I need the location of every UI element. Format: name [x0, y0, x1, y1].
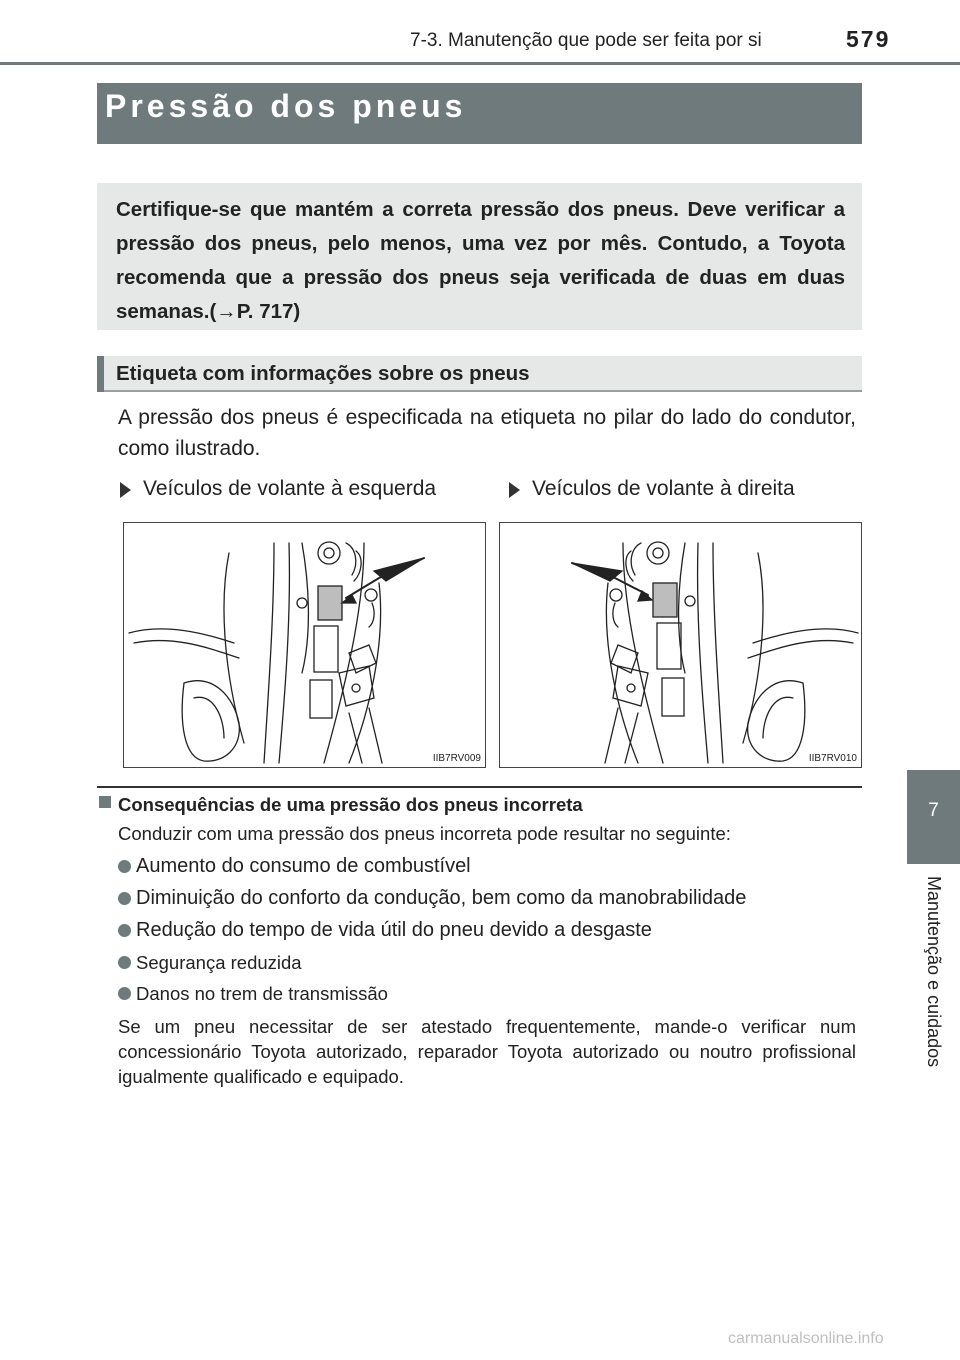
header-rule — [0, 62, 960, 65]
section-separator — [97, 786, 862, 788]
figure-lhd — [123, 522, 486, 768]
caption-arrow-icon — [120, 482, 131, 498]
figure-caption-left: Veículos de volante à esquerda — [143, 477, 437, 500]
figure-caption-right: Veículos de volante à direita — [532, 477, 795, 500]
chapter-number: 7 — [928, 800, 939, 821]
square-bullet-icon — [99, 796, 111, 808]
figure-rhd — [499, 522, 862, 768]
chapter-title: Manutenção e cuidados — [924, 876, 944, 1068]
page-number: 579 — [846, 26, 891, 52]
body-paragraph: A pressão dos pneus é especificada na etiqueta no pilar do lado do condutor, como ilustrado. — [118, 406, 856, 460]
subheading-accent — [97, 356, 104, 392]
list-item: Segurança reduzida — [136, 952, 302, 973]
subheading-text: Etiqueta com informações sobre os pneus — [116, 362, 530, 385]
figure-code-lhd: IIB7RV009 — [432, 753, 481, 764]
list-item: Aumento do consumo de combustível — [136, 855, 471, 877]
bullet-dot-icon — [118, 892, 131, 905]
bullet-dot-icon — [118, 987, 131, 1000]
bullet-dot-icon — [118, 924, 131, 937]
header-section-title: 7-3. Manutenção que pode ser feita por si — [410, 30, 762, 51]
consequences-intro: Conduzir com uma pressão dos pneus incorreta pode resultar no seguinte: — [118, 823, 731, 844]
consequences-heading: Consequências de uma pressão dos pneus incorreta — [118, 794, 583, 815]
list-item: Danos no trem de transmissão — [136, 983, 388, 1004]
bullet-dot-icon — [118, 956, 131, 969]
list-item: Redução do tempo de vida útil do pneu devido a desgaste — [136, 919, 652, 941]
list-item: Diminuição do conforto da condução, bem como da manobrabilidade — [136, 887, 747, 909]
closing-paragraph: Se um pneu necessitar de ser atestado frequentemente, mande-o verificar num concessionário Toyota autorizado, reparador Toyota autorizado ou noutro profissional igualmente qualificado e equipado. — [118, 1016, 856, 1087]
figure-code-rhd: IIB7RV010 — [808, 753, 857, 764]
intro-text: Certifique-se que mantém a correta pressão dos pneus. Deve verificar a pressão dos pneus, pelo menos, uma vez por mês. Contudo, a Toyota recomenda que a pressão dos pneus seja verificada de duas em duas semanas.(→P. 717) — [116, 198, 845, 323]
bullet-dot-icon — [118, 860, 131, 873]
watermark-text: carmanualsonline.info — [728, 1330, 884, 1347]
caption-arrow-icon — [509, 482, 520, 498]
page-title: Pressão dos pneus — [105, 88, 467, 124]
